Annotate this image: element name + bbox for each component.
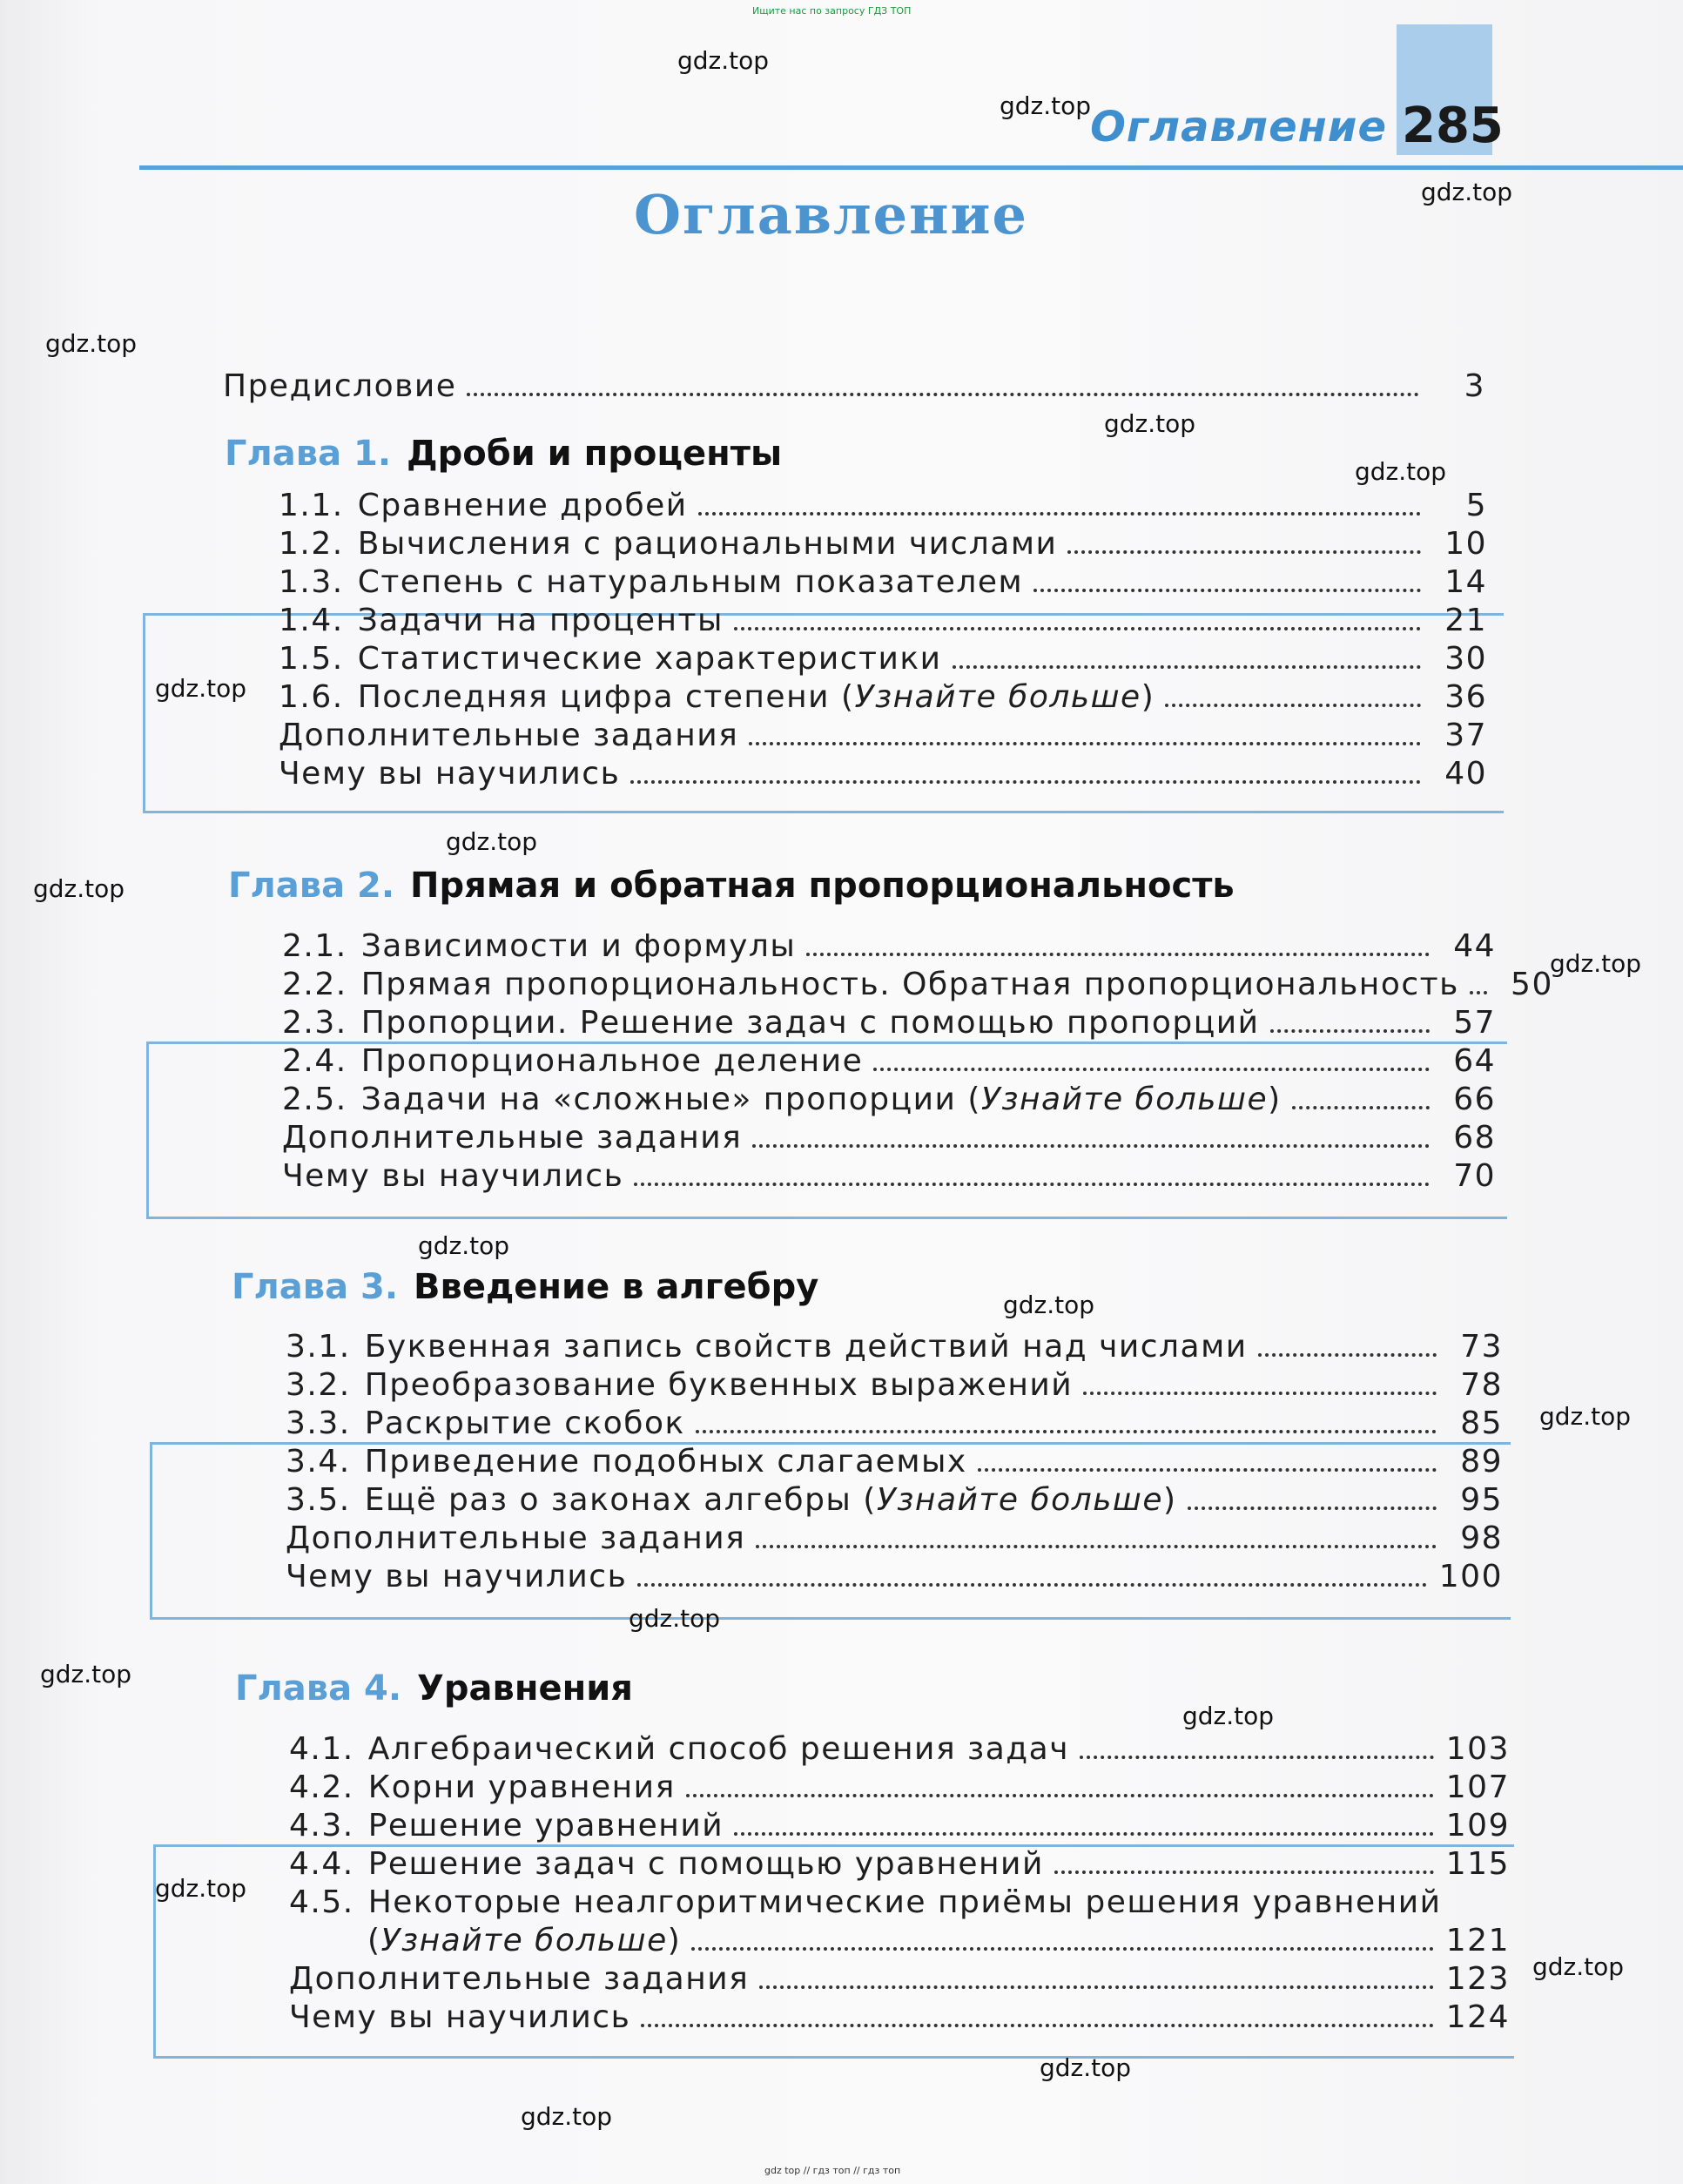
toc-entry-title: Дополнительные задания [286,1520,746,1556]
toc-entry-page: 85 [1460,1405,1503,1441]
toc-entry-preface[interactable] [223,368,1485,404]
toc-entry[interactable] [279,603,1487,638]
toc-entry-title: Пропорциональное деление [360,1043,864,1079]
dot-leader [734,627,1421,630]
toc-entry-title: (Узнайте больше) [367,1923,682,1958]
toc-entry-page: 68 [1453,1120,1496,1156]
main-title: Оглавление [634,183,1028,246]
toc-entry-title: Последняя цифра степени (Узнайте больше) [357,679,1155,715]
dot-leader [1080,1756,1434,1759]
toc-entry-page: 44 [1453,928,1496,964]
chapter-heading-1 [225,434,782,474]
toc-entry-title: Предисловие [223,368,457,404]
toc-entry[interactable] [286,1367,1503,1403]
toc-entry-title: Степень с натуральным показателем [357,564,1024,600]
toc-entry-title: Корни уравнения [367,1769,676,1805]
watermark: gdz.top [1104,409,1196,438]
toc-entry[interactable] [289,1808,1510,1844]
toc-entry-number: 4.5. [289,1884,354,1920]
dot-leader [1270,1029,1430,1033]
toc-entry-what-you-learned[interactable] [286,1559,1503,1594]
dot-leader [1292,1106,1430,1109]
toc-entry-title: Приведение подобных слагаемых [364,1444,967,1480]
toc-entry-title: Дополнительные задания [279,718,739,753]
toc-entry-extra-tasks[interactable] [279,718,1487,753]
toc-entry[interactable] [289,1884,1510,1920]
header-rule [139,165,1683,170]
page-number: 285 [1402,98,1504,154]
toc-entry[interactable] [279,641,1487,677]
toc-entry[interactable] [289,1846,1510,1882]
dot-leader [749,742,1421,745]
watermark: gdz.top [1550,949,1642,978]
toc-entry-page: 100 [1438,1559,1503,1594]
toc-entry-page: 78 [1460,1367,1503,1403]
toc-entry-title: Задачи на проценты [357,603,724,638]
toc-entry-what-you-learned[interactable] [279,756,1487,792]
dot-leader [806,953,1430,956]
chapter-label: Глава 2. [228,866,395,906]
dot-leader [953,665,1421,669]
dot-leader [1258,1353,1437,1357]
toc-entry[interactable] [286,1405,1503,1441]
toc-entry-number: 1.4. [279,603,344,638]
dot-leader [1067,550,1421,554]
toc-entry-number: 4.1. [289,1731,354,1767]
toc-entry-page: 57 [1453,1005,1496,1041]
toc-entry-title: Пропорции. Решение задач с помощью пропорций [360,1005,1260,1041]
watermark: gdz.top [1040,2053,1132,2082]
toc-entry[interactable] [279,679,1487,715]
toc-entry[interactable] [282,1043,1496,1079]
toc-entry-page: 109 [1445,1808,1510,1844]
dot-leader [691,1947,1434,1951]
chapter-heading-2 [228,866,1235,906]
toc-entry[interactable] [279,526,1487,562]
toc-entry-page: 73 [1460,1329,1503,1365]
toc-entry-title: Решение задач с помощью уравнений [367,1846,1044,1882]
dot-leader [634,1183,1430,1186]
toc-entry-number: 4.2. [289,1769,354,1805]
dot-leader [696,1430,1437,1433]
toc-entry[interactable] [286,1329,1503,1365]
watermark: gdz.top [521,2102,613,2131]
dot-leader [698,512,1421,516]
toc-entry-title: Ещё раз о законах алгебры (Узнайте больше) [364,1482,1177,1518]
watermark: gdz.top [629,1604,721,1633]
dot-leader [1188,1507,1437,1510]
toc-entry-number: 1.3. [279,564,344,600]
watermark: gdz.top [155,674,247,703]
toc-entry-number: 1.1. [279,488,344,523]
toc-entry-title: Дополнительные задания [289,1961,750,1997]
watermark: gdz.top [1421,178,1513,206]
toc-entry-page: 50 [1511,967,1553,1002]
toc-entry-what-you-learned[interactable] [282,1158,1496,1194]
toc-entry[interactable] [279,488,1487,523]
toc-entry-extra-tasks[interactable] [289,1961,1510,1997]
chapter-title: Прямая и обратная пропорциональность [410,866,1235,906]
toc-entry-page: 64 [1453,1043,1496,1079]
watermark: gdz.top [40,1660,132,1689]
dot-leader [752,1144,1430,1148]
toc-entry-number: 4.4. [289,1846,354,1882]
toc-entry-title: Чему вы научились [286,1559,628,1594]
dot-leader [873,1068,1430,1071]
chapter-label: Глава 4. [235,1668,402,1709]
dot-leader [756,1545,1437,1548]
toc-entry-page: 3 [1464,368,1485,404]
dot-leader [630,780,1421,784]
toc-entry-page: 70 [1453,1158,1496,1194]
toc-entry-page: 14 [1444,564,1487,600]
toc-entry-title: Дополнительные задания [282,1120,743,1156]
toc-entry-number: 2.1. [282,928,347,964]
toc-entry-number: 2.2. [282,967,347,1002]
toc-entry-title: Некоторые неалгоритмические приёмы решения уравнений [367,1884,1442,1920]
toc-entry-number: 3.2. [286,1367,351,1403]
toc-entry-page: 30 [1444,641,1487,677]
top-note: Ищите нас по запросу ГДЗ ТОП [752,5,912,17]
toc-entry-title: Сравнение дробей [357,488,688,523]
toc-entry-title: Статистические характеристики [357,641,942,677]
toc-entry-number: 2.5. [282,1082,347,1117]
toc-entry-title: Прямая пропорциональность. Обратная пропорциональность [360,967,1459,1002]
toc-entry[interactable] [289,1731,1510,1767]
watermark: gdz.top [1355,457,1447,486]
toc-entry-continuation[interactable] [367,1923,1510,1958]
toc-entry-page: 66 [1453,1082,1496,1117]
dot-leader [1165,704,1421,707]
toc-entry-page: 37 [1444,718,1487,753]
toc-entry-page: 103 [1445,1731,1510,1767]
toc-entry-number: 3.5. [286,1482,351,1518]
watermark: gdz.top [155,1874,247,1903]
toc-entry-title: Раскрытие скобок [364,1405,685,1441]
toc-entry[interactable] [282,967,1553,1002]
toc-entry-page: 98 [1460,1520,1503,1556]
toc-entry-title: Преобразование буквенных выражений [364,1367,1074,1403]
toc-entry-title: Зависимости и формулы [360,928,797,964]
watermark: gdz.top [677,46,770,75]
toc-entry-page: 5 [1465,488,1487,523]
running-head: Оглавление [1090,103,1387,152]
toc-entry[interactable] [282,1005,1496,1041]
toc-entry-number: 1.6. [279,679,344,715]
toc-entry-title: Чему вы научились [282,1158,624,1194]
watermark: gdz.top [1003,1291,1095,1319]
watermark: gdz.top [1539,1402,1632,1431]
toc-entry[interactable] [282,1082,1496,1117]
watermark: gdz.top [1000,91,1092,120]
dot-leader [637,1583,1426,1587]
toc-entry-number: 1.5. [279,641,344,677]
toc-entry-page: 107 [1445,1769,1510,1805]
toc-entry[interactable] [286,1482,1503,1518]
toc-entry-page: 10 [1444,526,1487,562]
toc-entry-page: 115 [1445,1846,1510,1882]
toc-entry-title: Алгебраический способ решения задач [367,1731,1069,1767]
dot-leader [641,2024,1433,2027]
toc-entry-number: 2.4. [282,1043,347,1079]
chapter-label: Глава 3. [232,1267,399,1307]
toc-entry-title: Вычисления с рациональными числами [357,526,1058,562]
toc-entry-page: 40 [1444,756,1487,792]
toc-entry-page: 124 [1445,1999,1510,2035]
toc-entry[interactable] [282,928,1496,964]
chapter-heading-3 [232,1267,818,1307]
dot-leader [1054,1871,1434,1874]
toc-entry-page: 121 [1445,1923,1510,1958]
watermark: gdz.top [446,827,538,856]
dot-leader [1083,1392,1437,1395]
watermark: gdz.top [1182,1702,1275,1730]
dot-leader [1470,991,1487,994]
toc-entry-what-you-learned[interactable] [289,1999,1510,2035]
toc-entry-number: 3.3. [286,1405,351,1441]
dot-leader [686,1794,1434,1797]
toc-entry-title: Чему вы научились [289,1999,631,2035]
toc-entry[interactable] [289,1769,1510,1805]
toc-entry[interactable] [279,564,1487,600]
watermark: gdz.top [418,1231,510,1260]
dot-leader [734,1832,1434,1836]
toc-entry-title: Буквенная запись свойств действий над числами [364,1329,1248,1365]
toc-entry-extra-tasks[interactable] [286,1520,1503,1556]
toc-entry-page: 21 [1444,603,1487,638]
chapter-title: Введение в алгебру [414,1267,819,1307]
toc-entry-page: 89 [1460,1444,1503,1480]
dot-leader [759,1985,1433,1989]
dot-leader [467,393,1419,396]
watermark: gdz.top [33,874,125,903]
toc-entry-title: Задачи на «сложные» пропорции (Узнайте больше) [360,1082,1282,1117]
toc-entry-title: Чему вы научились [279,756,621,792]
watermark: gdz.top [45,329,138,358]
toc-entry-number: 1.2. [279,526,344,562]
toc-entry-page: 36 [1444,679,1487,715]
watermark: gdz.top [1532,1952,1625,1981]
toc-entry-number: 3.1. [286,1329,351,1365]
toc-entry-extra-tasks[interactable] [282,1120,1496,1156]
toc-entry-title: Решение уравнений [367,1808,724,1844]
chapter-heading-4 [235,1668,633,1709]
dot-leader [978,1468,1437,1472]
toc-entry-number: 4.3. [289,1808,354,1844]
chapter-title: Уравнения [417,1668,633,1709]
bottom-note: gdz top // гдз топ // гдз топ [764,2165,901,2176]
toc-entry-page: 95 [1460,1482,1503,1518]
toc-entry[interactable] [286,1444,1503,1480]
dot-leader [1033,589,1421,592]
chapter-label: Глава 1. [225,434,392,474]
toc-entry-number: 3.4. [286,1444,351,1480]
toc-entry-page: 123 [1445,1961,1510,1997]
chapter-title: Дроби и проценты [407,434,783,474]
toc-entry-number: 2.3. [282,1005,347,1041]
